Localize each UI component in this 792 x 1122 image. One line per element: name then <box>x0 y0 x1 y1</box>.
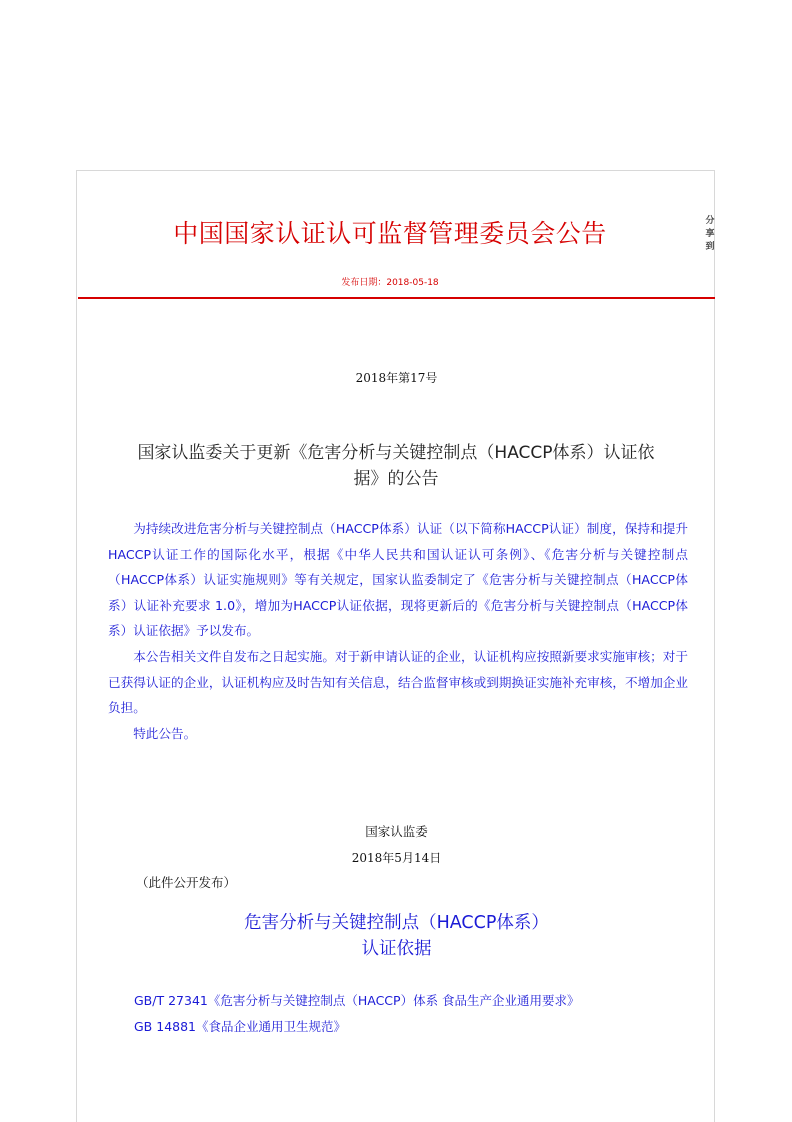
attachment-title-line-2: 认证依据 <box>361 939 432 959</box>
title-divider <box>78 297 715 299</box>
standard-item: GB 14881《食品企业通用卫生规范》 <box>134 1019 347 1034</box>
notice-body <box>108 516 688 746</box>
public-release-note: （此件公开发布） <box>136 875 237 890</box>
notice-title-line-1: 国家认监委关于更新《危害分析与关键控制点（HACCP体系）认证依 <box>137 443 655 463</box>
body-paragraph-3: 特此公告。 <box>133 725 197 741</box>
standards-list <box>134 988 580 1040</box>
publish-date: 发布日期：2018-05-18 <box>341 278 439 288</box>
notice-title <box>100 440 692 492</box>
document-number: 2018年第17号 <box>355 371 438 385</box>
body-paragraph-2: 本公告相关文件自发布之日起实施。对于新申请认证的企业，认证机构应按照新要求实施审核；对于已获得认证的企业，认证机构应及时告知有关信息，结合监督审核或到期换证实施补充审核，不增加企业负担。 <box>108 648 688 716</box>
signature-date: 2018年5月14日 <box>351 851 442 865</box>
standard-item: GB/T 27341《危害分析与关键控制点（HACCP）体系 食品生产企业通用要求》 <box>134 993 580 1008</box>
signature-organization: 国家认监委 <box>365 824 428 839</box>
attachment-title <box>78 910 715 962</box>
share-to-link[interactable]: 分享到 <box>705 216 715 252</box>
notice-title-line-2: 据》的公告 <box>353 469 439 489</box>
page-title: 中国国家认证认可监督管理委员会公告 <box>173 219 607 248</box>
attachment-title-line-1: 危害分析与关键控制点（HACCP体系） <box>244 913 549 933</box>
body-paragraph-1: 为持续改进危害分析与关键控制点（HACCP体系）认证（以下简称HACCP认证）制度，保持和提升HACCP认证工作的国际化水平，根据《中华人民共和国认证认可条例》、《危害分析与关键控制点（HACCP体系）认证实施规则》等有关规定，国家认监委制定了《危害分析与关键控制点（HACCP体系）认证补充要求 1.0》，增加为HACCP认证依据，现将更新后的《危害分析与关键控制点（HACCP体系）认证依据》予以发布。 <box>108 521 688 639</box>
